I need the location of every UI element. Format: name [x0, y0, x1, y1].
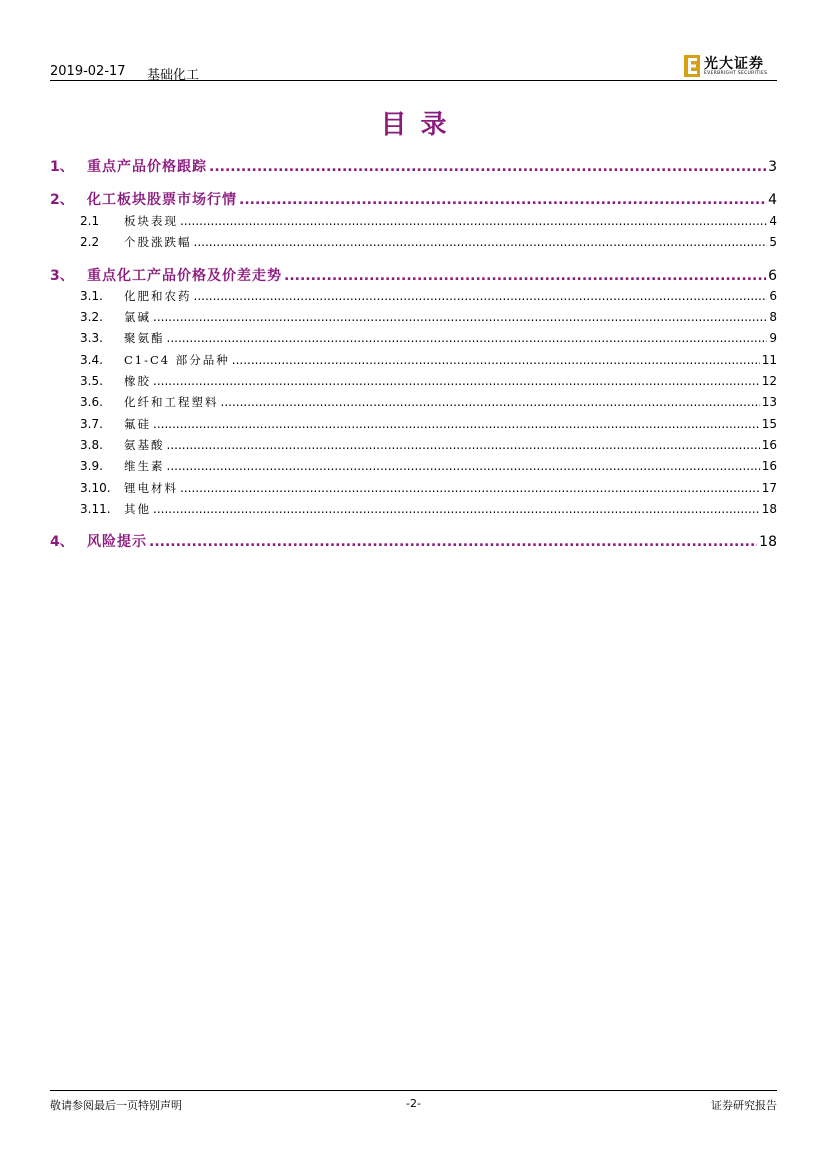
- toc-subsection-entry[interactable]: [80, 330, 777, 346]
- everbright-logo: [684, 52, 777, 80]
- toc-entry-page: 3: [768, 159, 777, 175]
- toc-entry-number: 3.7.: [80, 417, 103, 431]
- toc-subsection-entry[interactable]: [80, 501, 777, 517]
- toc-entry-title: 聚氨酯: [124, 331, 165, 345]
- toc-entry-title: 锂电材料: [124, 481, 178, 495]
- toc-dot-leader: [284, 268, 766, 284]
- page-header: [50, 52, 777, 82]
- logo-english-name: EVERBRIGHT SECURITIES: [704, 71, 768, 76]
- toc-entry-number: 3.1.: [80, 289, 103, 303]
- toc-subsection-entry[interactable]: [80, 309, 777, 325]
- toc-dot-leader: [180, 214, 767, 228]
- toc-entry-number: 1、: [50, 159, 74, 175]
- toc-entry-page: 4: [768, 192, 777, 208]
- toc-entry-page: 16: [761, 459, 777, 473]
- toc-entry-page: 6: [769, 289, 777, 303]
- toc-entry-number: 3.6.: [80, 395, 103, 409]
- toc-entry-number: 2.1: [80, 214, 100, 228]
- toc-entry-title: 氯碱: [124, 310, 151, 324]
- toc-dot-leader: [167, 438, 760, 452]
- toc-entry-title: 个股涨跌幅: [124, 235, 192, 249]
- toc-entry-title: 氨基酸: [124, 438, 165, 452]
- toc-entry-title: 化纤和工程塑料: [124, 395, 219, 409]
- toc-subsection-entry[interactable]: [80, 416, 777, 432]
- toc-subsection-entry[interactable]: [80, 288, 777, 304]
- footer-disclaimer: 敬请参阅最后一页特别声明: [50, 1099, 182, 1112]
- toc-entry-number: 3.10.: [80, 481, 111, 495]
- toc-entry-title: 维生素: [124, 459, 165, 473]
- toc-subsection-entry[interactable]: [80, 480, 777, 496]
- toc-dot-leader: [153, 502, 760, 516]
- toc-entry-title: 橡胶: [124, 374, 151, 388]
- toc-section-entry[interactable]: [50, 265, 777, 285]
- toc-dot-leader: [209, 159, 766, 175]
- toc-entry-number: 3.4.: [80, 353, 103, 367]
- toc-dot-leader: [149, 534, 757, 550]
- toc-entry-page: 18: [759, 534, 777, 550]
- toc-entry-number: 3.11.: [80, 502, 111, 516]
- toc-entry-title: 重点化工产品价格及价差走势: [87, 268, 282, 284]
- toc-dot-leader: [221, 395, 760, 409]
- everbright-logo-icon: [684, 55, 700, 77]
- toc-dot-leader: [153, 374, 760, 388]
- footer-divider: [50, 1090, 777, 1091]
- toc-entry-number: 2、: [50, 192, 74, 208]
- toc-subsection-entry[interactable]: [80, 437, 777, 453]
- toc-dot-leader: [153, 310, 767, 324]
- toc-entry-number: 3.5.: [80, 374, 103, 388]
- toc-entry-page: 6: [768, 268, 777, 284]
- toc-dot-leader: [239, 192, 766, 208]
- toc-dot-leader: [194, 289, 768, 303]
- report-date: 2019-02-17: [50, 64, 126, 79]
- toc-entry-title: 化工板块股票市场行情: [87, 192, 237, 208]
- toc-entry-title: 风险提示: [87, 534, 147, 550]
- logo-chinese-name: 光大证券: [704, 56, 764, 72]
- report-sector: 基础化工: [147, 68, 200, 83]
- toc-entry-page: 5: [769, 235, 777, 249]
- footer-report-type: 证券研究报告: [711, 1099, 777, 1112]
- page-number: -2-: [406, 1097, 421, 1110]
- toc-subsection-entry[interactable]: [80, 352, 777, 368]
- toc-dot-leader: [180, 481, 760, 495]
- toc-entry-page: 13: [761, 395, 777, 409]
- toc-subsection-entry[interactable]: [80, 213, 777, 229]
- toc-entry-number: 4、: [50, 534, 74, 550]
- toc-entry-page: 8: [769, 310, 777, 324]
- toc-dot-leader: [167, 459, 760, 473]
- toc-entry-page: 12: [761, 374, 777, 388]
- toc-entry-number: 2.2: [80, 235, 100, 249]
- toc-entry-page: 16: [761, 438, 777, 452]
- toc-entry-title: 其他: [124, 502, 151, 516]
- toc-entry-page: 11: [761, 353, 777, 367]
- toc-dot-leader: [167, 331, 768, 345]
- toc-subsection-entry[interactable]: [80, 373, 777, 389]
- toc-entry-title: 氟硅: [124, 417, 151, 431]
- toc-entry-title: 板块表现: [124, 214, 178, 228]
- toc-dot-leader: [194, 235, 768, 249]
- toc-dot-leader: [232, 353, 760, 367]
- toc-entry-title: 重点产品价格跟踪: [87, 159, 207, 175]
- toc-section-entry[interactable]: [50, 156, 777, 176]
- toc-entry-page: 15: [761, 417, 777, 431]
- toc-entry-title: C1-C4 部分品种: [124, 353, 230, 367]
- toc-section-entry[interactable]: [50, 531, 777, 551]
- toc-subsection-entry[interactable]: [80, 458, 777, 474]
- toc-subsection-entry[interactable]: [80, 394, 777, 410]
- header-divider: [50, 80, 777, 81]
- toc-entry-number: 3.8.: [80, 438, 103, 452]
- toc-entry-page: 17: [761, 481, 777, 495]
- toc-dot-leader: [153, 417, 760, 431]
- toc-entry-number: 3.9.: [80, 459, 103, 473]
- toc-section-entry[interactable]: [50, 189, 777, 209]
- toc-subsection-entry[interactable]: [80, 234, 777, 250]
- toc-entry-page: 9: [769, 331, 777, 345]
- toc-entry-number: 3.3.: [80, 331, 103, 345]
- toc-entry-page: 18: [761, 502, 777, 516]
- toc-entry-number: 3.2.: [80, 310, 103, 324]
- toc-title: 目录: [380, 110, 461, 140]
- toc-entry-number: 3、: [50, 268, 74, 284]
- toc-entry-title: 化肥和农药: [124, 289, 192, 303]
- toc-entry-page: 4: [769, 214, 777, 228]
